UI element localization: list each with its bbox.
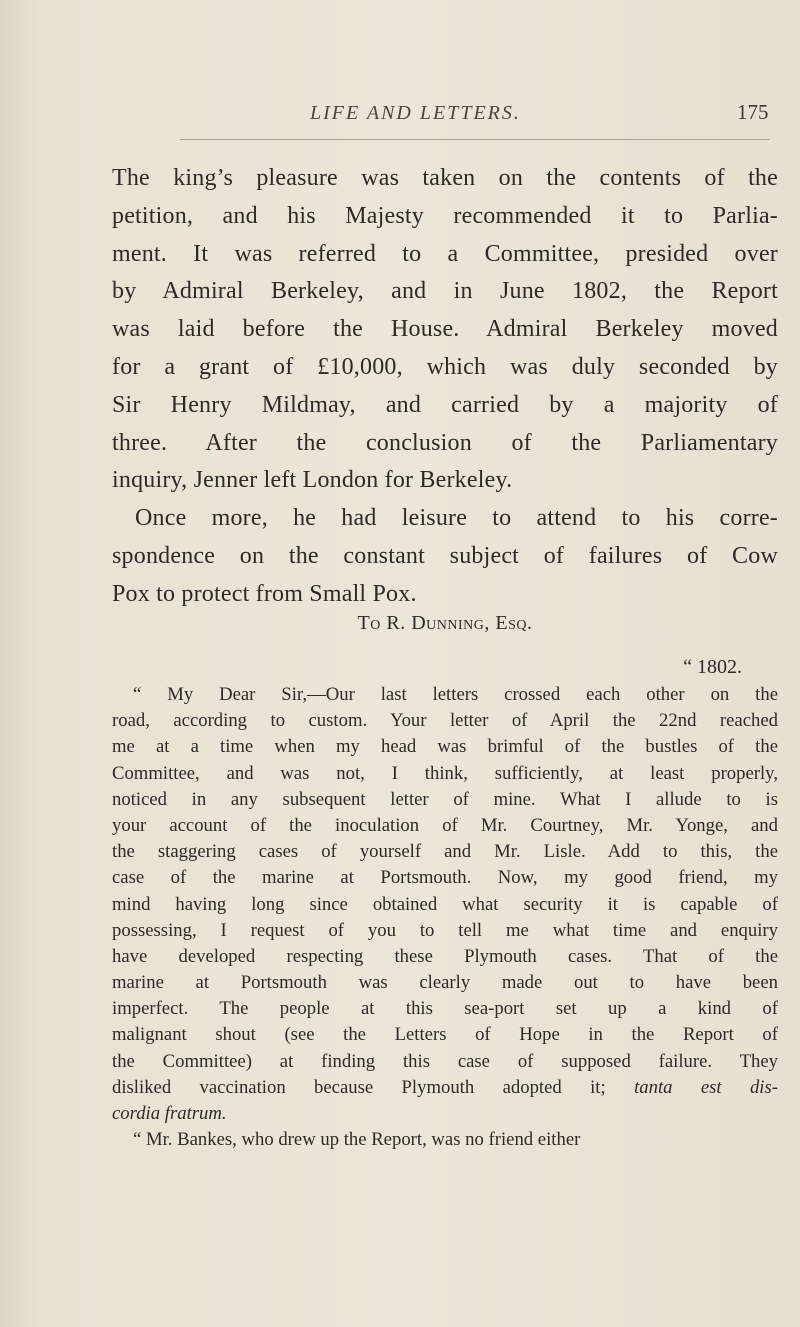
letter-body [112, 682, 778, 1153]
text-line: inquiry, Jenner left London for Berkeley. [112, 467, 513, 494]
letter-line: “ My Dear Sir,—Our last letters crossed each other on the [133, 684, 778, 705]
letter-date: “ 1802. [683, 656, 742, 678]
text-line: by Admiral Berkeley, and in June 1802, the Report [112, 278, 778, 305]
letter-line: case of the marine at Portsmouth. Now, my good friend, my [112, 867, 778, 889]
paragraph-2 [112, 500, 778, 613]
letter-addressee: To R. Dunning, Esq. [357, 612, 533, 634]
running-head: LIFE AND LETTERS. [310, 102, 521, 124]
letter-line-with-latin [112, 1075, 778, 1101]
letter-line: imperfect. The people at this sea-port set up a kind of [112, 998, 778, 1020]
letter-line: the Committee) at finding this case of supposed failure. They [112, 1050, 778, 1072]
text-line: Pox to protect from Small Pox. [112, 580, 417, 607]
text-line: was laid before the House. Admiral Berkeley moved [112, 316, 778, 343]
letter-line-text: disliked vaccination because Plymouth adopted it; [112, 1076, 606, 1098]
letter-line: “ Mr. Bankes, who drew up the Report, was no friend either [133, 1129, 581, 1151]
letter-line: possessing, I request of you to tell me what time and enquiry [112, 919, 778, 941]
letter-line: your account of the inoculation of Mr. Courtney, Mr. Yonge, and [112, 814, 778, 836]
latin-line [112, 1101, 778, 1127]
letter-line: noticed in any subsequent letter of mine. What I allude to is [112, 788, 778, 810]
text-line: Sir Henry Mildmay, and carried by a majority of [112, 391, 778, 418]
letter-line: me at a time when my head was brimful of the bustles of the [112, 736, 778, 758]
text-line: ment. It was referred to a Committee, presided over [112, 240, 778, 267]
paragraph-1 [112, 160, 778, 500]
text-line: spondence on the constant subject of failures of Cow [112, 542, 778, 569]
text-line: three. After the conclusion of the Parliamentary [112, 429, 778, 456]
letter-line: marine at Portsmouth was clearly made out to have been [112, 972, 778, 994]
text-line: for a grant of £10,000, which was duly seconded by [112, 353, 778, 380]
page-header [0, 100, 800, 140]
text-line: Once more, he had leisure to attend to his corre- [135, 505, 778, 532]
text-line: The king’s pleasure was taken on the contents of the [112, 165, 778, 191]
page-body [112, 160, 778, 1151]
text-line: petition, and his Majesty recommended it to Parlia- [112, 202, 778, 229]
latin-phrase-1: tanta est dis- [634, 1076, 778, 1098]
letter-line: mind having long since obtained what security it is capable of [112, 893, 778, 915]
letter-line: Committee, and was not, I think, sufficiently, at least properly, [112, 762, 778, 784]
letter-line: the staggering cases of yourself and Mr. Lisle. Add to this, the [112, 841, 778, 863]
letter-line: have developed respecting these Plymouth cases. That of the [112, 945, 778, 967]
latin-phrase-2: cordia fratrum. [112, 1103, 227, 1124]
page-number: 175 [737, 100, 769, 124]
letter-line: malignant shout (see the Letters of Hope in the Report of [112, 1024, 778, 1046]
letter-line: road, according to custom. Your letter of April the 22nd reached [112, 710, 778, 732]
header-rule [180, 139, 770, 140]
